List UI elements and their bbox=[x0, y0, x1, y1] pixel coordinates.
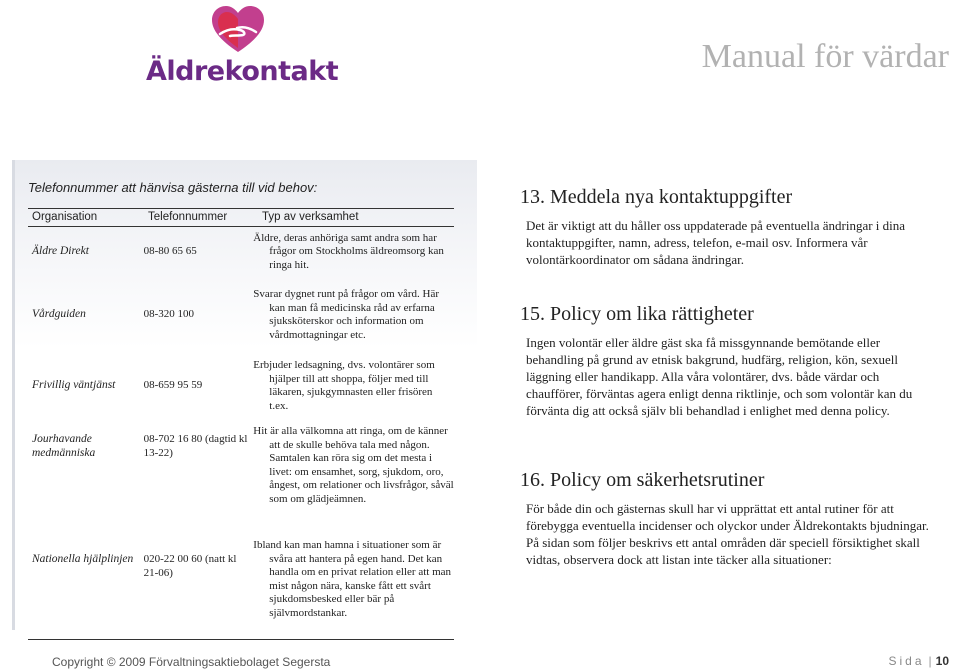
section-equal-rights bbox=[520, 303, 938, 419]
page-indicator bbox=[888, 654, 949, 668]
phone-number: 08-659 95 59 bbox=[143, 379, 203, 392]
org-name: Vårdguiden bbox=[32, 308, 86, 321]
activity-description: Erbjuder ledsagning, dvs. volontärer som hjälper till att shoppa, följer med till läkaren, sjukgymnasten eller frisören t.ex. bbox=[253, 359, 435, 412]
org-name: Äldre Direkt bbox=[32, 245, 89, 258]
section-contact-update bbox=[520, 186, 938, 268]
phone-number: 020-22 00 60 (natt kl 21-06) bbox=[143, 553, 237, 579]
activity-description: Svarar dygnet runt på frågor om vård. Här kan man få medicinska råd av erfarna sjuksköterskor och information om vårdmottagningar etc. bbox=[253, 288, 439, 341]
org-name: Jourhavande medmänniska bbox=[32, 433, 96, 459]
table-row bbox=[28, 535, 454, 639]
section-body: Det är viktigt att du håller oss uppdaterade på eventuella ändringar i dina kontaktuppgifter, namn, adress, telefon, e-mail osv. Informera vår volontärkoordinator om sådana ändringar. bbox=[526, 218, 906, 267]
page-label: Sida bbox=[888, 654, 925, 668]
phone-number: 08-80 65 65 bbox=[143, 245, 197, 258]
brand-logo bbox=[146, 4, 339, 87]
contacts-table bbox=[28, 208, 454, 640]
column-header-type: Typ av verksamhet bbox=[262, 211, 359, 223]
phone-number: 08-702 16 80 (dagtid kl 13-22) bbox=[143, 433, 248, 459]
page-number: 10 bbox=[935, 654, 949, 668]
column-header-organisation: Organisation bbox=[32, 211, 98, 223]
section-title: 15. Policy om lika rättigheter bbox=[520, 303, 754, 325]
activity-description: Äldre, deras anhöriga samt andra som har frågor om Stockholms äldreomsorg kan ringa hit. bbox=[253, 231, 444, 271]
section-title: 16. Policy om säkerhetsrutiner bbox=[520, 469, 765, 491]
activity-description: Hit är alla välkomna att ringa, om de känner att de skulle behöva tala med någon. Samtalen kan röra sig om det mesta i livet: om ensamhet, sorg, sjukdom, oro, ångest, om relationer och livsfrågor, såväl som om glädjeämnen. bbox=[253, 425, 454, 505]
section-body: För både din och gästernas skull har vi upprättat ett antal rutiner för att förebygga eventuella incidenser och olyckor under Äldrekontakts bjudningar. På sidan som följer beskrivs ett antal områden där speciell försiktighet skall vidtas, observera dock att listan inte täcker alla situationer: bbox=[526, 501, 929, 567]
column-header-phone: Telefonnummer bbox=[148, 211, 228, 223]
panel-divider bbox=[12, 160, 15, 630]
page-separator: | bbox=[928, 654, 932, 668]
document-title: Manual för värdar bbox=[701, 38, 949, 75]
section-body: Ingen volontär eller äldre gäst ska få missgynnande bemötande eller behandling på grund av etnisk bakgrund, hudfärg, religion, kön, sexuell läggning eller handikapp. Alla våra volontärer, dvs. både värdar och chaufförer, förväntas agera enligt denna riktlinje, och som volontär kan du förvänta dig att också själv bli behandlad i enlighet med denna policy. bbox=[526, 335, 913, 418]
logo-wordmark: Äldrekontakt bbox=[146, 56, 339, 87]
activity-description: Ibland kan man hamna i situationer som är svåra att hantera på egen hand. Det kan handla om en privat relation eller att man mist någon nära, kanske fått ett svårt sjukdomsbesked eller bär på självmordstankar. bbox=[253, 539, 452, 619]
org-name: Frivillig väntjänst bbox=[32, 379, 116, 392]
heart-hands-icon bbox=[210, 4, 266, 56]
org-name: Nationella hjälplinjen bbox=[32, 553, 134, 565]
table-row bbox=[28, 277, 454, 353]
table-row bbox=[28, 227, 454, 277]
section-safety bbox=[520, 469, 938, 568]
copyright-notice: Copyright © 2009 Förvaltningsaktiebolaget Segersta bbox=[52, 655, 331, 669]
phone-number: 08-320 100 bbox=[143, 308, 195, 321]
contacts-heading: Telefonnummer att hänvisa gästerna till vid behov: bbox=[28, 180, 318, 195]
table-header bbox=[28, 209, 454, 227]
table-row bbox=[28, 419, 454, 535]
section-title: 13. Meddela nya kontaktuppgifter bbox=[520, 186, 793, 208]
table-row bbox=[28, 353, 454, 419]
